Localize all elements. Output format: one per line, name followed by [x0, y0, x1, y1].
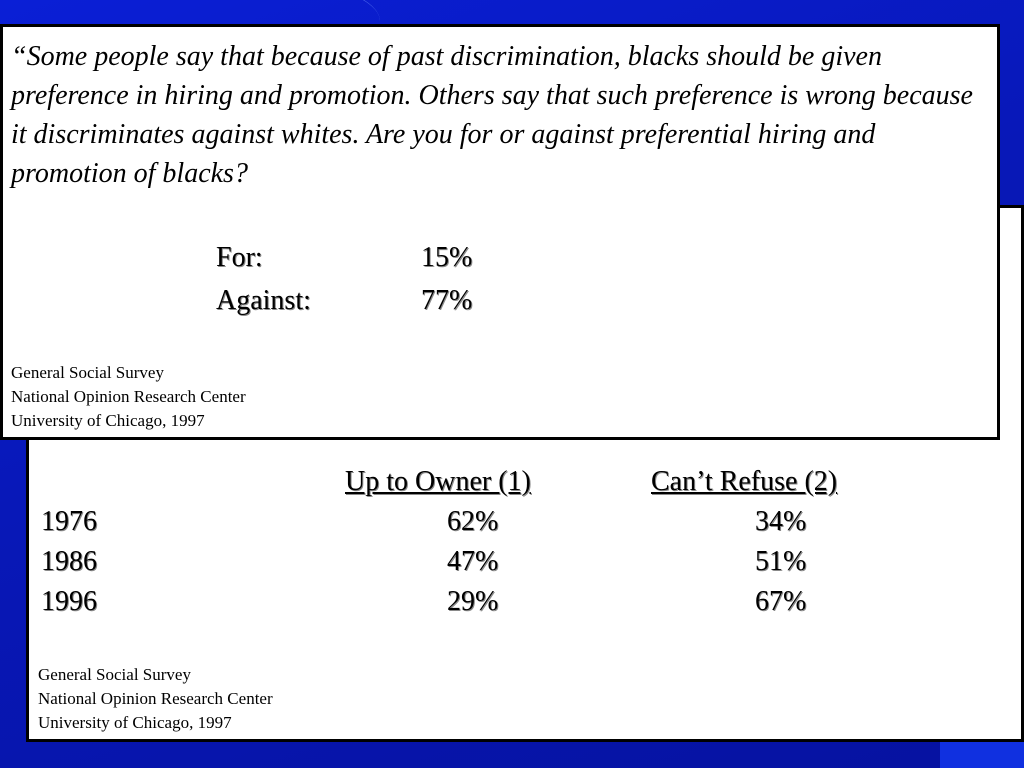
source-line: National Opinion Research Center — [38, 689, 273, 708]
answer-value-against: 77% — [421, 285, 473, 316]
answer-value-for: 15% — [421, 242, 473, 273]
back-source-citation — [38, 663, 273, 735]
table-cell-refuse: 34% — [755, 506, 807, 537]
source-line: National Opinion Research Center — [11, 387, 246, 406]
table-cell-owner: 47% — [447, 546, 499, 577]
front-source-citation — [11, 361, 246, 433]
table-row-year: 1996 — [41, 586, 97, 617]
table-cell-owner: 62% — [447, 506, 499, 537]
source-line: General Social Survey — [38, 665, 191, 684]
table-row-year: 1976 — [41, 506, 97, 537]
source-line: University of Chicago, 1997 — [38, 713, 232, 732]
source-line: General Social Survey — [11, 363, 164, 382]
table-row-year: 1986 — [41, 546, 97, 577]
answer-label-against: Against: — [216, 285, 311, 316]
column-header-cant-refuse: Can’t Refuse (2) — [651, 466, 838, 497]
answer-label-for: For: — [216, 242, 263, 273]
table-cell-refuse: 51% — [755, 546, 807, 577]
column-header-up-to-owner: Up to Owner (1) — [345, 466, 531, 497]
source-line: University of Chicago, 1997 — [11, 411, 205, 430]
table-cell-owner: 29% — [447, 586, 499, 617]
survey-question: “Some people say that because of past discrimination, blacks should be given preference in hiring and promotion. Others say that such preference is wrong because it discriminates against whites. Are you for or against preferential hiring and promotion of blacks? — [11, 41, 973, 189]
front-slide-card — [0, 24, 1000, 440]
background-corner-shape — [940, 740, 1024, 768]
table-cell-refuse: 67% — [755, 586, 807, 617]
